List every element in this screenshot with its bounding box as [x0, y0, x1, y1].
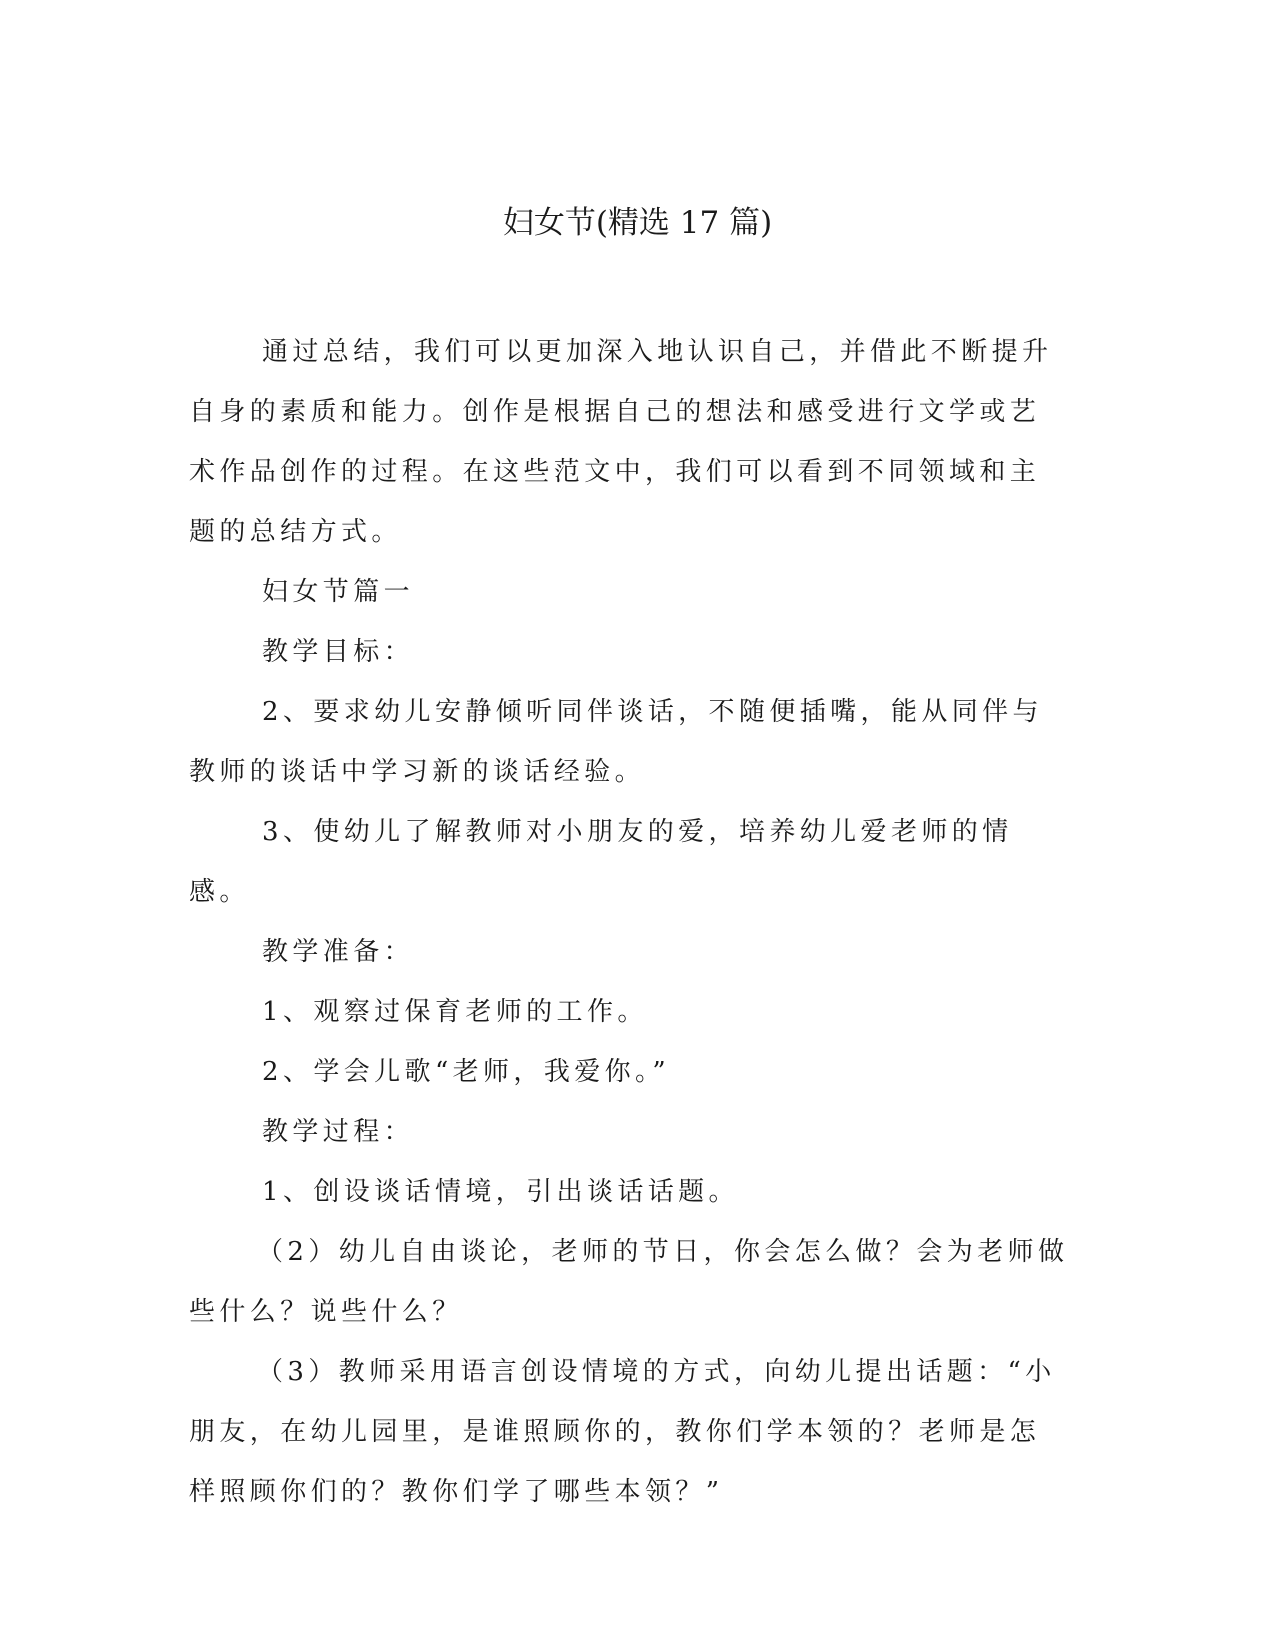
prep-item: 1、观察过保育老师的工作。 [262, 997, 648, 1027]
teaching-prep-heading: 教学准备： [262, 937, 415, 967]
goal-item: 2、要求幼儿安静倾听同伴谈话，不随便插嘴，能从同伴与教师的谈话中学习新的谈话经验。 [189, 697, 1043, 787]
document-body [189, 322, 1069, 1522]
intro-paragraph: 通过总结，我们可以更加深入地认识自己，并借此不断提升自身的素质和能力。创作是根据自己的想法和感受进行文学或艺术作品创作的过程。在这些范文中，我们可以看到不同领域和主题的总结方式。 [189, 337, 1053, 547]
teaching-process-heading: 教学过程： [262, 1117, 415, 1147]
process-subitem: （2）幼儿自由谈论，老师的节日，你会怎么做？会为老师做些什么？说些什么？ [189, 1237, 1069, 1327]
goal-item: 3、使幼儿了解教师对小朋友的爱，培养幼儿爱老师的情感。 [189, 817, 1013, 907]
prep-item: 2、学会儿歌“老师，我爱你。” [262, 1057, 671, 1087]
teaching-goals-heading: 教学目标： [262, 637, 415, 667]
section-heading: 妇女节篇一 [262, 577, 415, 607]
process-item: 1、创设谈话情境，引出谈话话题。 [262, 1177, 739, 1207]
process-subitem: （3）教师采用语言创设情境的方式，向幼儿提出话题：“小朋友，在幼儿园里，是谁照顾你的，教你们学本领的？老师是怎样照顾你们的？教你们学了哪些本领？” [189, 1357, 1056, 1507]
document-title: 妇女节(精选 17 篇) [502, 205, 773, 241]
